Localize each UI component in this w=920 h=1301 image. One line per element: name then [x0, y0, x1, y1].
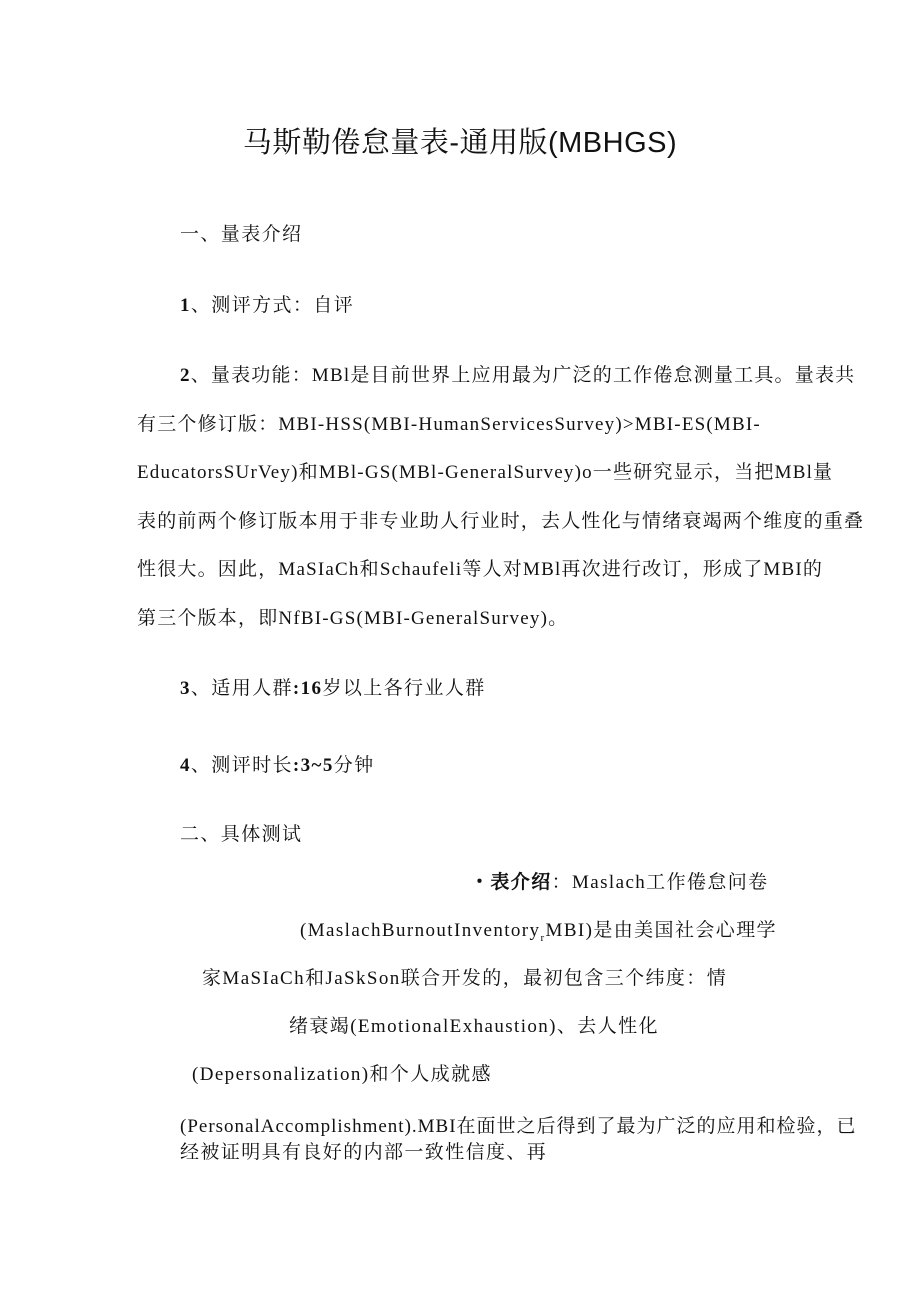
item-assessment-method: [180, 296, 354, 315]
item-scale-function: [137, 352, 865, 643]
intro-line-6: (PersonalAccomplishment).MBI在面世之后得到了最为广泛的应用和检验，已: [180, 1116, 857, 1137]
item-number: 4: [180, 755, 191, 776]
section-heading-intro: 一、量表介绍: [180, 224, 303, 245]
item-number: 2: [180, 365, 191, 386]
item-number: 3: [180, 678, 191, 699]
item-assessment-duration: 4、测评时长:3~5分钟: [180, 755, 375, 776]
intro-line-1: ・表介绍：Maslach工作倦怠问卷: [470, 872, 769, 893]
item-target-population: 3、适用人群:16岁以上各行业人群: [180, 678, 486, 699]
paragraph-line: 表的前两个修订版本用于非专业助人行业时，去人性化与情绪衰竭两个维度的重叠: [137, 510, 865, 532]
intro-line-2: (MaslachBurnoutInventory$_r$MBI)是由美国社会心理学: [300, 920, 777, 944]
paragraph-line: 第三个版本，即NfBI-GS(MBI-GeneralSurvey)。: [137, 607, 569, 629]
section-heading-test: 二、具体测试: [180, 824, 303, 845]
intro-line-4: 绪衰竭(EmotionalExhaustion)、去人性化: [289, 1016, 659, 1037]
intro-line-7: 经被证明具有良好的内部一致性信度、再: [180, 1142, 548, 1163]
paragraph-line: 性很大。因此，MaSIaCh和Schaufeli等人对MBl再次进行改订，形成了MBI的: [137, 559, 824, 580]
intro-line-3: 家MaSIaCh和JaSkSon联合开发的，最初包含三个纬度：情: [202, 968, 728, 989]
intro-bullet: ・表介绍: [470, 872, 552, 893]
item-text: 、测评方式：自评: [190, 295, 355, 316]
intro-line-5: (Depersonalization)和个人成就感: [192, 1064, 492, 1085]
page-title: 马斯勒倦怠量表-通用版(MBHGS): [242, 127, 678, 159]
paragraph-line: 2、量表功能：MBl是目前世界上应用最为广泛的工作倦怠测量工具。量表共: [180, 365, 856, 386]
paragraph-line: EducatorsSUrVey)和MBl-GS(MBl-GeneralSurvey)o一些研究显示，当把MBl量: [137, 462, 834, 483]
item-number: 1: [180, 295, 191, 316]
paragraph-line: 有三个修订版：MBI-HSS(MBI-HumanServicesSurvey)>MBI-ES(MBI-: [137, 413, 761, 435]
